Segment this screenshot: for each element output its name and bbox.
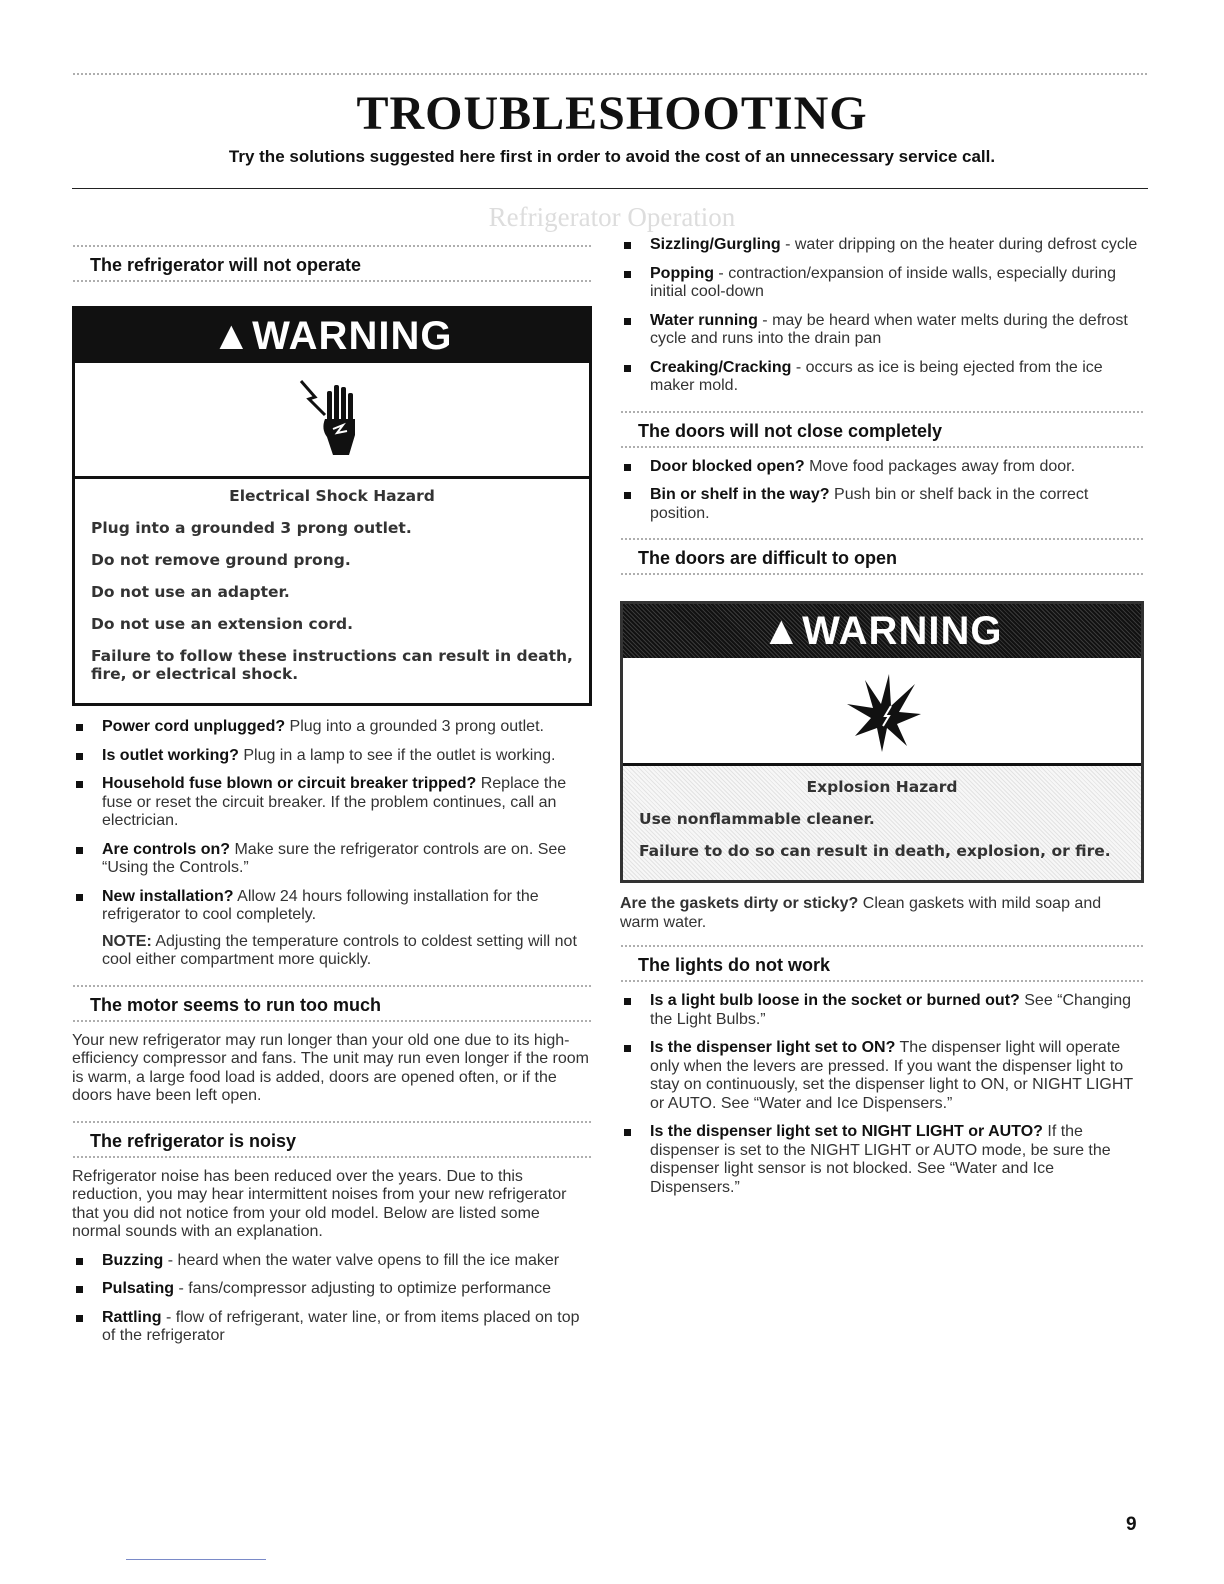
subhead-doors-open xyxy=(620,537,1144,577)
list-item: Power cord unplugged? Plug into a grounded 3 prong outlet. xyxy=(72,718,592,737)
page-number: 9 xyxy=(1126,1514,1137,1535)
subhead-text: The doors will not close completely xyxy=(638,420,943,441)
not-operate-bullets xyxy=(72,718,592,925)
list-item: Is the dispenser light set to NIGHT LIGHT or AUTO? If the dispenser is set to the NIGHT LIGHT or AUTO mode, be sure the dispenser light sensor is not blocked. See “Water and Ice Dispensers.” xyxy=(620,1123,1144,1197)
motor-paragraph: Your new refrigerator may run longer than your old one due to its high-efficiency compressor and fans. The unit may run even longer if the room is warm, a large food load is added, doors are opened often, or if the doors have been left open. xyxy=(72,1031,590,1104)
page-subtitle: Try the solutions suggested here first in order to avoid the cost of an unnecessary service call. xyxy=(228,147,996,166)
subhead-doors-close xyxy=(620,410,1144,450)
left-column xyxy=(72,244,592,1356)
warning-banner: ▲WARNING xyxy=(75,309,589,363)
list-item: Is a light bulb loose in the socket or burned out? See “Changing the Light Bulbs.” xyxy=(620,992,1144,1029)
lights-bullets xyxy=(620,992,1144,1197)
noisy-paragraph: Refrigerator noise has been reduced over the years. Due to this reduction, you may hear intermittent noises from your new refrigerator that you did not notice from your old model. Below are listed some normal sounds with an explanation. xyxy=(72,1167,567,1240)
warning-line: Failure to do so can result in death, explosion, or fire. xyxy=(639,842,1111,860)
list-item: Sizzling/Gurgling - water dripping on the heater during defrost cycle xyxy=(620,236,1144,255)
subhead-noisy xyxy=(72,1120,592,1160)
subhead-text: The doors are difficult to open xyxy=(638,548,898,568)
warning-line: Plug into a grounded 3 prong outlet. xyxy=(91,519,412,537)
subhead-not-operate xyxy=(72,244,592,284)
warning-triangle-icon: ▲ xyxy=(761,609,803,653)
subhead-lights xyxy=(620,944,1144,984)
warning-line: Failure to follow these instructions can result in death, fire, or electrical shock. xyxy=(91,647,573,683)
section-title: Refrigerator Operation xyxy=(488,202,736,232)
list-item: Popping - contraction/expansion of inside walls, especially during initial cool-down xyxy=(620,265,1144,302)
subhead-motor xyxy=(72,984,592,1024)
warning-line: Do not remove ground prong. xyxy=(91,551,351,569)
header-divider xyxy=(72,188,1148,189)
subhead-text: The lights do not work xyxy=(638,955,830,975)
list-item: New installation? Allow 24 hours following installation for the refrigerator to cool completely. xyxy=(72,888,592,925)
warning-banner: ▲WARNING xyxy=(623,604,1141,658)
page-title: TROUBLESHOOTING xyxy=(356,87,868,140)
hazard-title: Electrical Shock Hazard xyxy=(229,487,435,505)
warning-line: Use nonflammable cleaner. xyxy=(639,810,875,828)
warning-line: Do not use an extension cord. xyxy=(91,615,354,633)
subhead-text: The refrigerator will not operate xyxy=(90,255,362,275)
electric-shock-hand-icon xyxy=(297,375,367,465)
list-item: Bin or shelf in the way? Push bin or shelf back in the correct position. xyxy=(620,486,1144,523)
gaskets-paragraph: Are the gaskets dirty or sticky? Clean gaskets with mild soap and warm water. xyxy=(620,895,1102,931)
list-item: Door blocked open? Move food packages away from door. xyxy=(620,458,1144,477)
electrical-warning-box xyxy=(72,306,592,706)
explosion-warning-box xyxy=(620,601,1144,883)
subhead-text: The refrigerator is noisy xyxy=(90,1130,297,1151)
top-dotted-rule xyxy=(72,72,1148,77)
explosion-icon xyxy=(837,666,927,756)
warning-triangle-icon: ▲ xyxy=(211,314,253,358)
list-item: Water running - may be heard when water melts during the defrost cycle and runs into the drain pan xyxy=(620,312,1144,349)
list-item: Pulsating - fans/compressor adjusting to optimize performance xyxy=(72,1280,592,1299)
hazard-title: Explosion Hazard xyxy=(806,778,958,796)
doors-close-bullets xyxy=(620,458,1144,524)
right-column xyxy=(620,236,1144,1207)
note: NOTE: Adjusting the temperature controls to coldest setting will not cool either compartment more quickly. xyxy=(102,932,577,968)
noisy-continued-bullets xyxy=(620,236,1144,396)
list-item: Buzzing - heard when the water valve opens to fill the ice maker xyxy=(72,1252,592,1271)
list-item: Creaking/Cracking - occurs as ice is being ejected from the ice maker mold. xyxy=(620,359,1144,396)
list-item: Rattling - flow of refrigerant, water line, or from items placed on top of the refrigerator xyxy=(72,1309,592,1346)
subhead-text: The motor seems to run too much xyxy=(90,994,382,1015)
list-item: Are controls on? Make sure the refrigerator controls are on. See “Using the Controls.” xyxy=(72,841,592,878)
footer-line xyxy=(126,1559,266,1560)
list-item: Household fuse blown or circuit breaker tripped? Replace the fuse or reset the circuit breaker. If the problem continues, call an electrician. xyxy=(72,775,592,831)
warning-line: Do not use an adapter. xyxy=(91,583,290,601)
list-item: Is outlet working? Plug in a lamp to see if the outlet is working. xyxy=(72,747,592,766)
noisy-bullets xyxy=(72,1252,592,1346)
list-item: Is the dispenser light set to ON? The dispenser light will operate only when the levers are pressed. If you want the dispenser light to stay on continuously, set the dispenser light to ON, or NIGHT LIGHT or AUTO. See “Water and Ice Dispensers.” xyxy=(620,1039,1144,1113)
